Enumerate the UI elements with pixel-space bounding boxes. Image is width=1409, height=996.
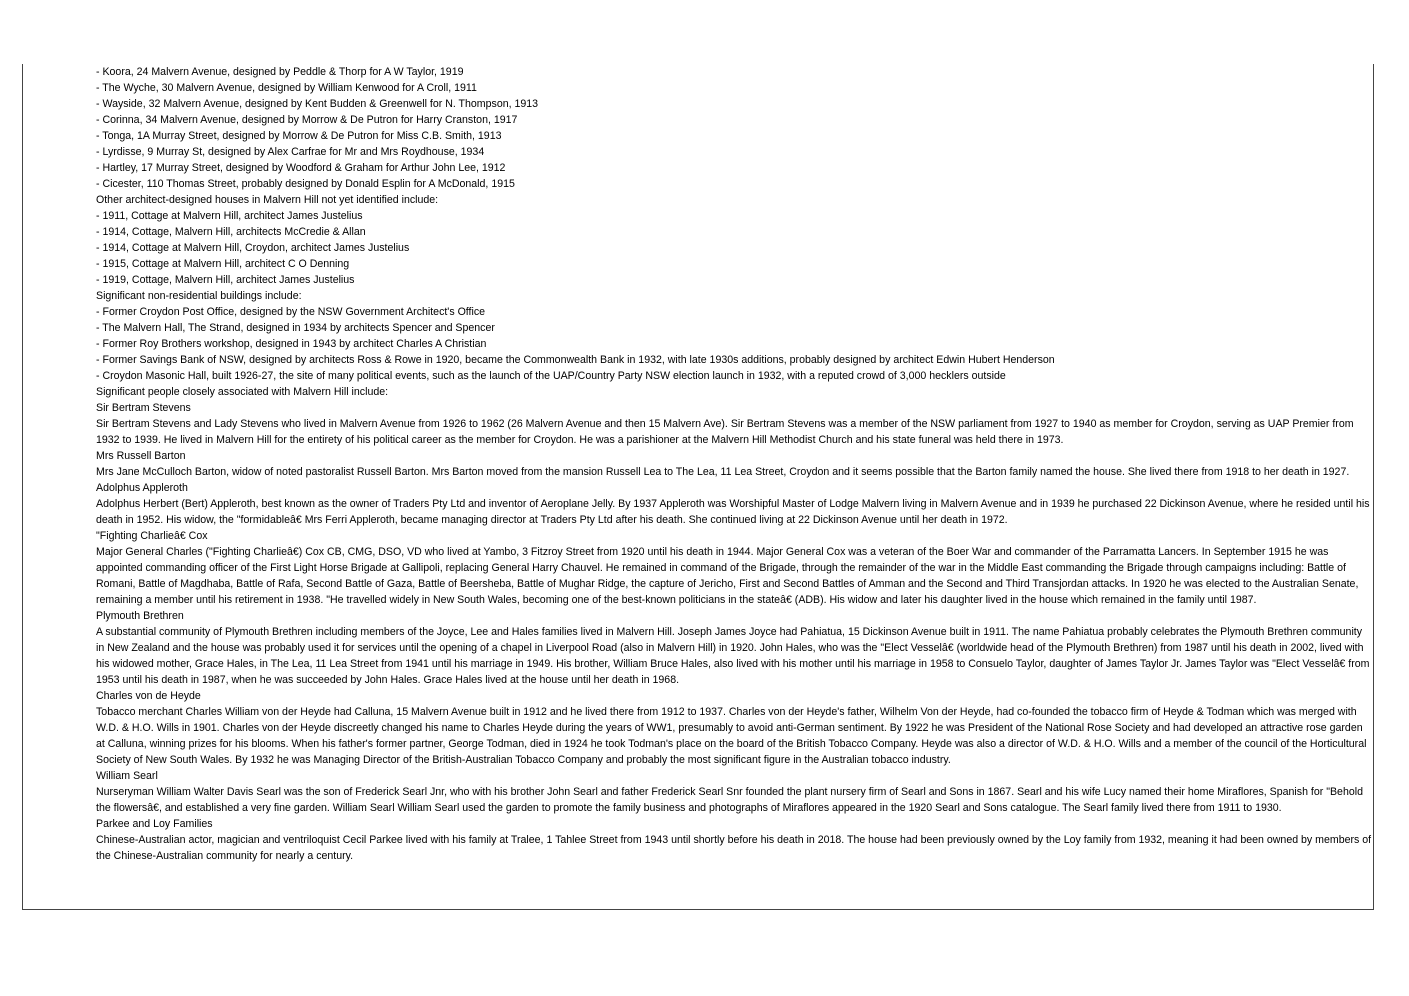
document-text-cell[interactable] — [96, 64, 1372, 864]
person-heading: Parkee and Loy Families — [96, 818, 213, 830]
text-line: - Croydon Masonic Hall, built 1926-27, the site of many political events, such as the launch of the UAP/Country Party NSW election launch in 1932, with a reputed crowd of 3,000 hecklers outside — [96, 370, 1006, 382]
text-line: - The Wyche, 30 Malvern Avenue, designed by William Kenwood for A Croll, 1911 — [96, 82, 477, 94]
person-heading: "Fighting Charlieâ€ Cox — [96, 530, 208, 542]
text-line: - 1919, Cottage, Malvern Hill, architect James Justelius — [96, 274, 355, 286]
person-heading: William Searl — [96, 770, 158, 782]
text-line: - 1915, Cottage at Malvern Hill, architect C O Denning — [96, 258, 350, 270]
text-line: - Wayside, 32 Malvern Avenue, designed by Kent Budden & Greenwell for N. Thompson, 1913 — [96, 98, 539, 110]
person-heading: Mrs Russell Barton — [96, 450, 186, 462]
person-paragraph: Major General Charles ("Fighting Charlieâ€) Cox CB, CMG, DSO, VD who lived at Yambo, 3 Fitzroy Street from 1920 until his death in 1944. Major General Cox was a veteran of the Boer War and commander of the Parramatta Lancers. In September 1915 he was appointed commanding officer of the First Light Horse Brigade at Gallipoli, replacing General Harry Chauvel. He remained in command of the Brigade, through the remainder of the war in the Middle East commanding the Brigade through campaigns including: Battle of Romani, Battle of Magdhaba, Battle of Rafa, Second Battle of Gaza, Battle of Beersheba, Battle of Mughar Ridge, the capture of Jericho, First and Second Battles of Amman and the Second and Third Transjordan attacks. In 1920 he was elected to the Australian Senate, remaining a member until his retirement in 1938. "He travelled widely in New South Wales, becoming one of the best-known politicians in the stateâ€ (ADB). His widow and later his daughter lived in the house which remained in the family until 1987. — [96, 546, 1359, 606]
text-line: - Corinna, 34 Malvern Avenue, designed by Morrow & De Putron for Harry Cranston, 1917 — [96, 114, 518, 126]
text-line: - Cicester, 110 Thomas Street, probably designed by Donald Esplin for A McDonald, 1915 — [96, 178, 515, 190]
person-paragraph: Tobacco merchant Charles William von der Heyde had Calluna, 15 Malvern Avenue built in 1912 and he lived there from 1912 to 1937. Charles von der Heyde's father, Wilhelm Von der Heyde, had co-founded the tobacco firm of Heyde & Todman which was merged with W.D. & H.O. Wills in 1901. Charles von der Heyde discreetly changed his name to Charles Heyde during the years of WW1, presumably to avoid anti-German sentiment. By 1922 he was President of the National Rose Society and had developed an attractive rose garden at Calluna, winning prizes for his blooms. When his father's former partner, George Todman, died in 1924 he took Todman's place on the board of the British Tobacco Company. Heyde was also a director of W.D. & H.O. Wills and a member of the council of the Horticultural Society of New South Wales. By 1932 he was Managing Director of the British-Australian Tobacco Company and probably the most significant figure in the Australian tobacco industry. — [96, 706, 1367, 766]
section-heading: Other architect-designed houses in Malvern Hill not yet identified include: — [96, 194, 439, 206]
text-line: - Former Croydon Post Office, designed by the NSW Government Architect's Office — [96, 306, 486, 318]
section-heading: Significant people closely associated with Malvern Hill include: — [96, 386, 389, 398]
text-line: - 1914, Cottage, Malvern Hill, architects McCredie & Allan — [96, 226, 366, 238]
text-line: - The Malvern Hall, The Strand, designed in 1934 by architects Spencer and Spencer — [96, 322, 495, 334]
person-heading: Adolphus Appleroth — [96, 482, 188, 494]
person-heading: Plymouth Brethren — [96, 610, 184, 622]
person-paragraph: Mrs Jane McCulloch Barton, widow of noted pastoralist Russell Barton. Mrs Barton moved from the mansion Russell Lea to The Lea, 11 Lea Street, Croydon and it seems possible that the Barton family named the house. She lived there from 1918 to her death in 1927. — [96, 466, 1350, 478]
section-heading: Significant non-residential buildings include: — [96, 290, 302, 302]
text-line: - Lyrdisse, 9 Murray St, designed by Alex Carfrae for Mr and Mrs Roydhouse, 1934 — [96, 146, 485, 158]
text-line: - Former Savings Bank of NSW, designed by architects Ross & Rowe in 1920, became the Commonwealth Bank in 1932, with late 1930s additions, probably designed by architect Edwin Hubert Henderson — [96, 354, 1055, 366]
person-paragraph: Chinese-Australian actor, magician and ventriloquist Cecil Parkee lived with his family at Tralee, 1 Tahlee Street from 1943 until shortly before his death in 2018. The house had been previously owned by the Loy family from 1932, meaning it had been owned by members of the Chinese-Australian community for nearly a century. — [96, 834, 1372, 862]
text-line: - 1914, Cottage at Malvern Hill, Croydon, architect James Justelius — [96, 242, 410, 254]
person-paragraph: Nurseryman William Walter Davis Searl was the son of Frederick Searl Jnr, who with his brother John Searl and father Frederick Searl Snr founded the plant nursery firm of Searl and Sons in 1867. Searl and his wife Lucy named their home Miraflores, Spanish for "Behold the flowersâ€, and established a very fine garden. William Searl William Searl used the garden to promote the family business and photographs of Miraflores appeared in the 1920 Searl and Sons catalogue. The Searl family lived there from 1911 to 1930. — [96, 786, 1363, 814]
spreadsheet-cell-frame — [22, 64, 1374, 910]
person-paragraph: Adolphus Herbert (Bert) Appleroth, best known as the owner of Traders Pty Ltd and inventor of Aeroplane Jelly. By 1937 Appleroth was Worshipful Master of Lodge Malvern living in Malvern Avenue and in 1939 he purchased 22 Dickinson Avenue, where he resided until his death in 1952. His widow, the "formidableâ€ Mrs Ferri Appleroth, became managing director at Traders Pty Ltd after his death. She continued living at 22 Dickinson Avenue until her death in 1972. — [96, 498, 1370, 526]
person-paragraph: A substantial community of Plymouth Brethren including members of the Joyce, Lee and Hales families lived in Malvern Hill. Joseph James Joyce had Pahiatua, 15 Dickinson Avenue built in 1911. The name Pahiatua probably celebrates the Plymouth Brethren community in New Zealand and the house was probably used it for services until the opening of a chapel in Liverpool Road (also in Malvern Hill) in 1920. John Hales, who was the "Elect Vesselâ€ (worldwide head of the Plymouth Brethren) from 1987 until his death in 2002, lived with his widowed mother, Grace Hales, in The Lea, 11 Lea Street from 1941 until his marriage in 1949. His brother, William Bruce Hales, also lived with his mother until his marriage in 1958 to Consuelo Taylor, daughter of James Taylor Jr. James Taylor was "Elect Vesselâ€ from 1953 until his death in 1987, when he was succeeded by John Hales. Grace Hales lived at the house until her death in 1968. — [96, 626, 1370, 686]
text-line: - Tonga, 1A Murray Street, designed by Morrow & De Putron for Miss C.B. Smith, 1913 — [96, 130, 502, 142]
text-line: - Hartley, 17 Murray Street, designed by Woodford & Graham for Arthur John Lee, 1912 — [96, 162, 506, 174]
person-heading: Sir Bertram Stevens — [96, 402, 191, 414]
text-line: - Former Roy Brothers workshop, designed in 1943 by architect Charles A Christian — [96, 338, 487, 350]
person-heading: Charles von de Heyde — [96, 690, 201, 702]
person-paragraph: Sir Bertram Stevens and Lady Stevens who lived in Malvern Avenue from 1926 to 1962 (26 Malvern Avenue and then 15 Malvern Ave). Sir Bertram Stevens was a member of the NSW parliament from 1927 to 1940 as member for Croydon, serving as UAP Premier from 1932 to 1939. He lived in Malvern Hill for the entirety of his political career as the member for Croydon. He was a parishioner at the Malvern Hill Methodist Church and his state funeral was held there in 1973. — [96, 418, 1354, 446]
text-line: - Koora, 24 Malvern Avenue, designed by Peddle & Thorp for A W Taylor, 1919 — [96, 66, 464, 78]
text-line: - 1911, Cottage at Malvern Hill, architect James Justelius — [96, 210, 363, 222]
